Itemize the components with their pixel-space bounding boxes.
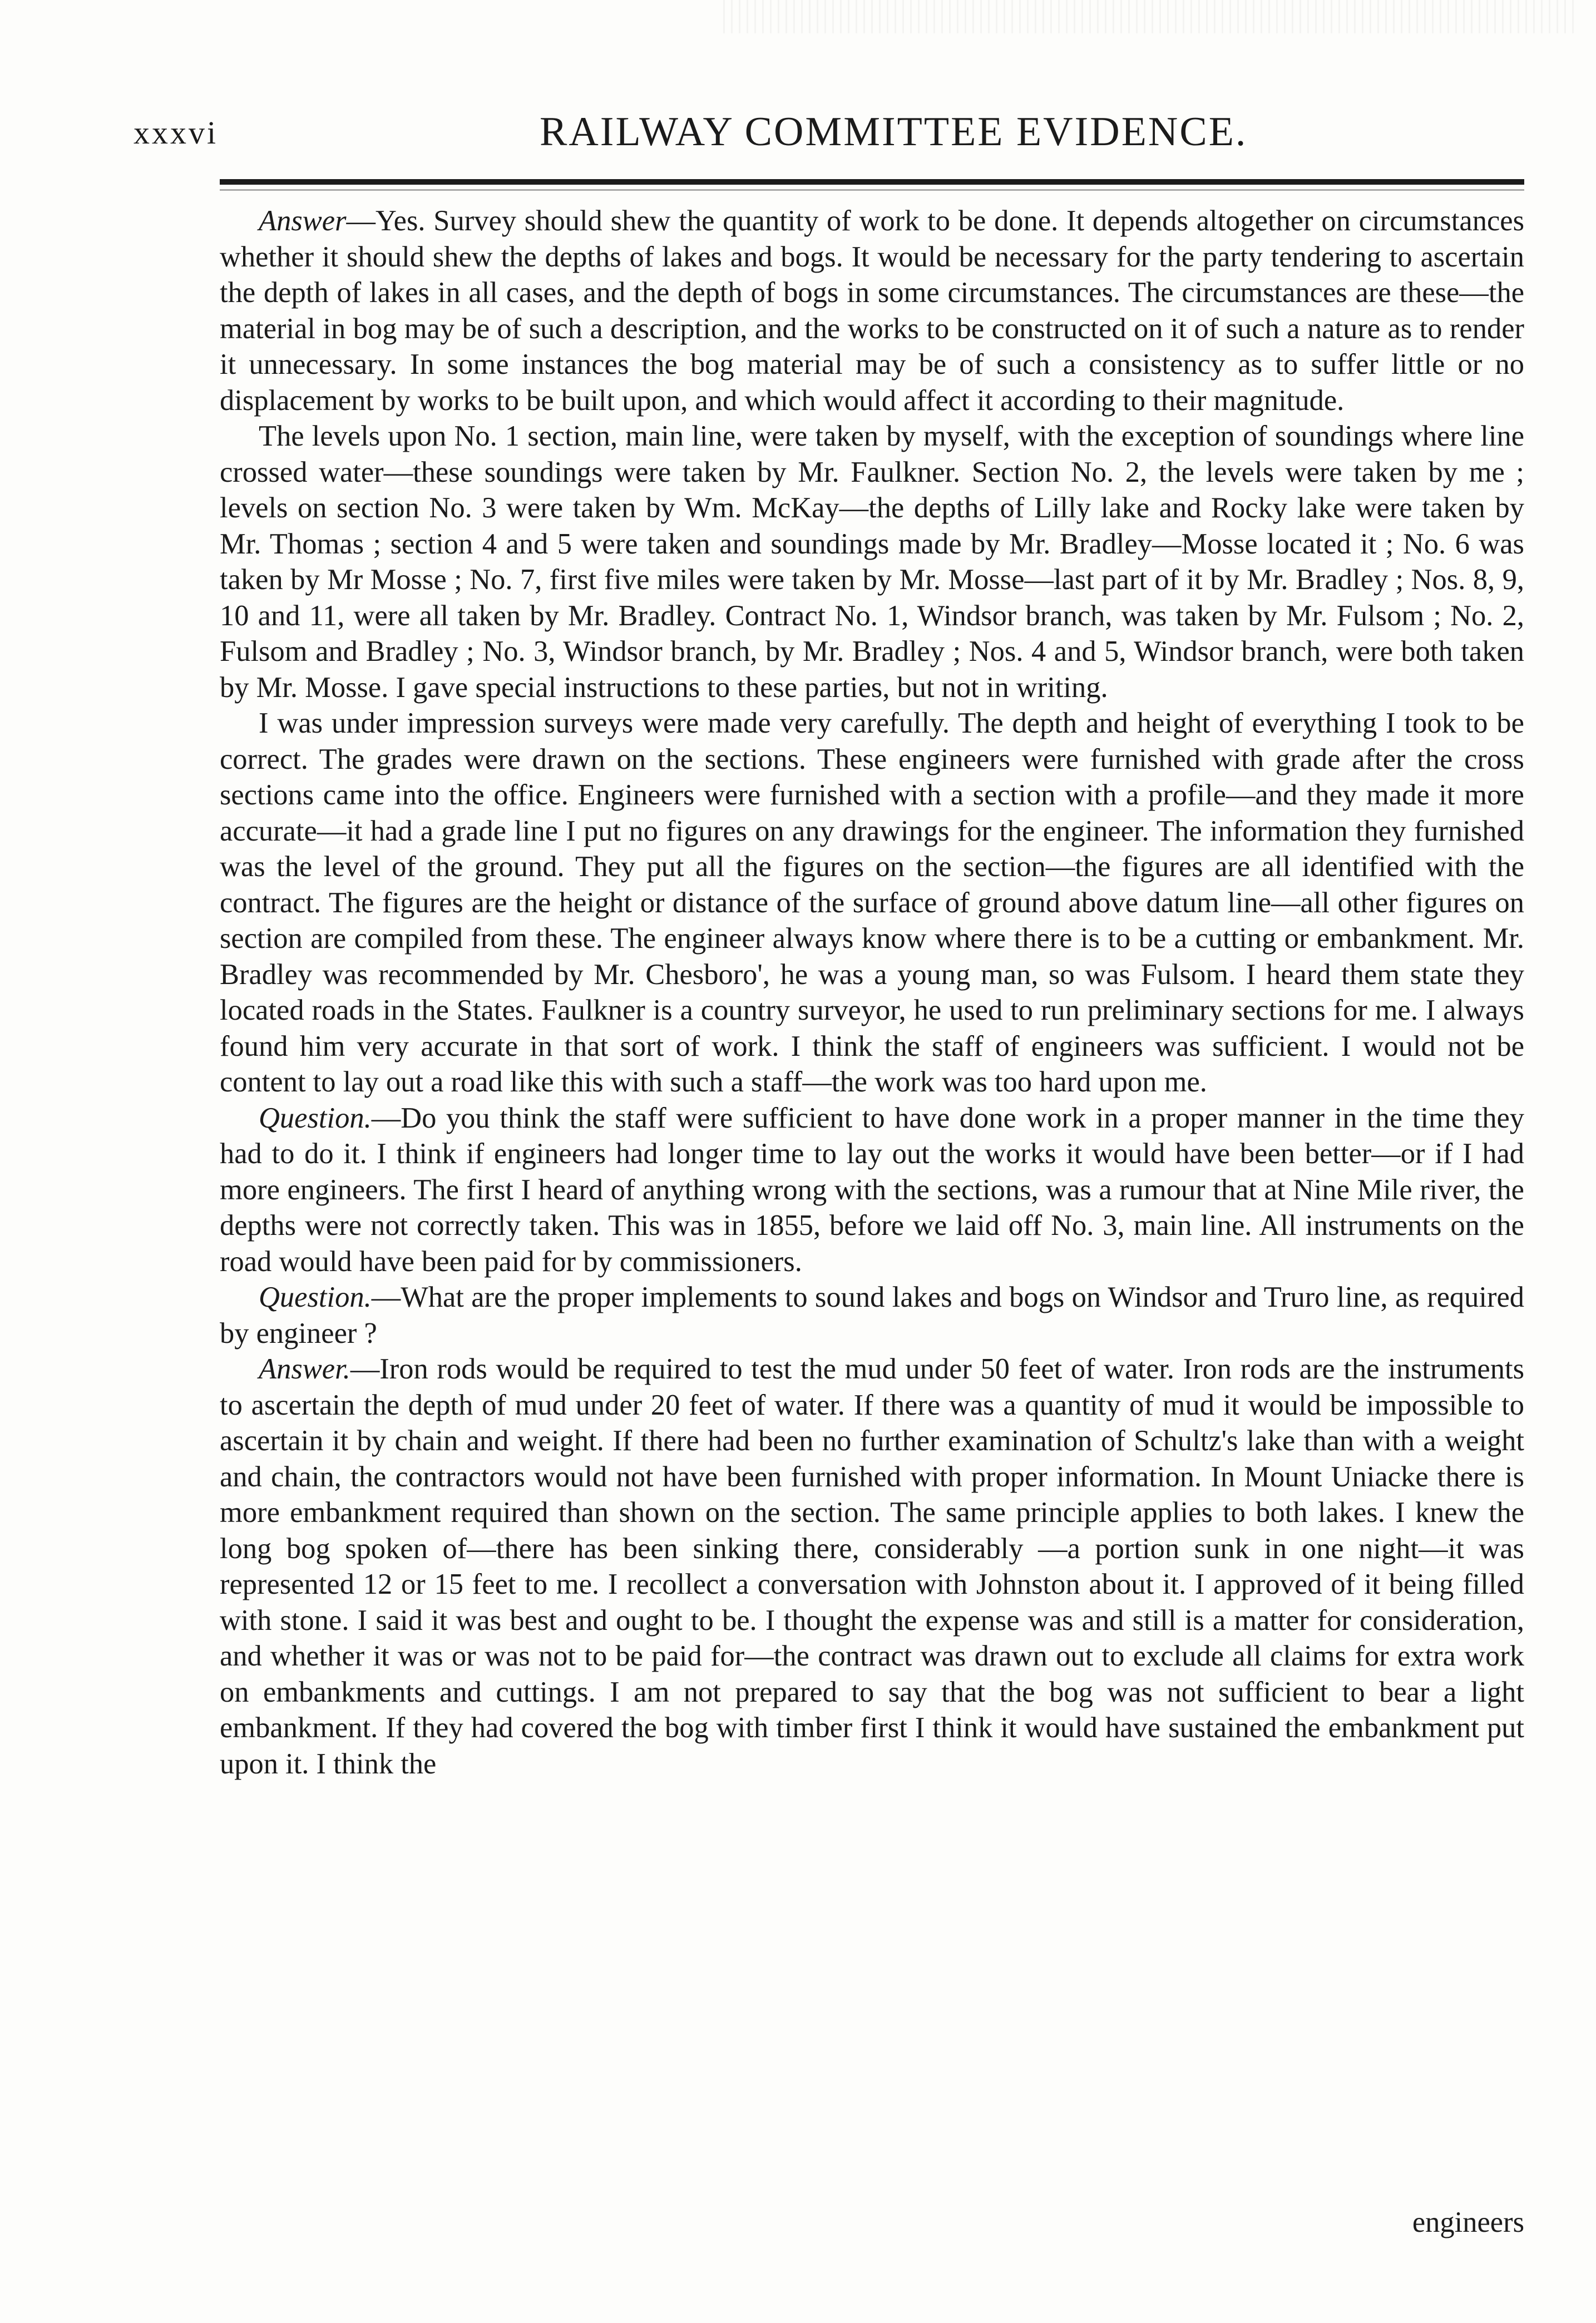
running-title: RAILWAY COMMITTEE EVIDENCE.: [540, 109, 1248, 155]
paragraph-6: [220, 1351, 1524, 1782]
speaker-label: Question.: [259, 1101, 372, 1134]
speaker-label: Answer: [259, 205, 347, 237]
page-number: xxxvi: [134, 115, 219, 151]
paragraph-3: [220, 705, 1524, 1100]
body-text: [220, 203, 1524, 1782]
paragraph-2: [220, 418, 1524, 705]
paragraph-text: —What are the proper implements to sound lakes and bogs on Windsor and Truro line, as required by engineer ?: [220, 1281, 1524, 1350]
paragraph-text: —Do you think the staff were sufficient to have done work in a proper manner in the time they had to do it. I think if engineers had longer time to lay out the works it would have been better—or if I had more engineers. The first I heard of anything wrong with the sections, was a rumour that at Nine Mile river, the depths were not correctly taken. This was in 1855, before we laid off No. 3, main line. All instruments on the road would have been paid for by commissioners.: [220, 1101, 1524, 1278]
paragraph-5: [220, 1279, 1524, 1351]
speaker-label: Question.: [259, 1281, 372, 1313]
header-rule-thin: [220, 189, 1524, 191]
paragraph-text: —Iron rods would be required to test the mud under 50 feet of water. Iron rods are the instruments to ascertain the depth of mud under 20 feet of water. If there was a quantity of mud it would be impossible to ascertain it by chain and weight. If there had been no further examination of Schultz's lake than with a weight and chain, the contractors would not have been furnished with proper information. In Mount Uniacke there is more embankment required than shown on the section. The same principle applies to both lakes. I knew the long bog spoken of—there has been sinking there, considerably —a portion sunk in one night—it was represented 12 or 15 feet to me. I recollect a conversation with Johnston about it. I approved of it being filled with stone. I said it was best and ought to be. I thought the expense was and still is a matter for consideration, and whether it was or was not to be paid for—the contract was drawn out to exclude all claims for extra work on embankments and cuttings. I am not prepared to say that the bog was not sufficient to bear a light embankment. If they had covered the bog with timber first I think it would have sustained the embankment put upon it. I think the: [220, 1353, 1524, 1780]
paragraph-text: The levels upon No. 1 section, main line, were taken by myself, with the exception of soundings where line crossed water—these soundings were taken by Mr. Faulkner. Section No. 2, the levels were taken by me ; levels on section No. 3 were taken by Wm. McKay—the depths of Lilly lake and Rocky lake were taken by Mr. Thomas ; section 4 and 5 were taken and soundings made by Mr. Bradley—Mosse located it ; No. 6 was taken by Mr Mosse ; No. 7, first five miles were taken by Mr. Mosse—last part of it by Mr. Bradley ; Nos. 8, 9, 10 and 11, were all taken by Mr. Bradley. Contract No. 1, Windsor branch, was taken by Mr. Fulsom ; No. 2, Fulsom and Bradley ; No. 3, Windsor branch, by Mr. Bradley ; Nos. 4 and 5, Windsor branch, were both taken by Mr. Mosse. I gave special instructions to these parties, but not in writing.: [220, 420, 1524, 704]
catchword: engineers: [1412, 2206, 1524, 2238]
paragraph-1: [220, 203, 1524, 418]
header-rule: [220, 179, 1524, 185]
page-header: [134, 108, 1524, 170]
paragraph-text: I was under impression surveys were made very carefully. The depth and height of everything I took to be correct. The grades were drawn on the sections. These engineers were furnished with grade after the cross sections came into the office. Engineers were furnished with a section with a profile—and they made it more accurate—it had a grade line I put no figures on any drawings for the engineer. The information they furnished was the level of the ground. They put all the figures on the section—the figures are all identified with the contract. The figures are the height or distance of the surface of ground above datum line—all other figures on section are compiled from these. The engineer always know where there is to be a cutting or embankment. Mr. Bradley was recommended by Mr. Chesboro', he was a young man, so was Fulsom. I heard them state they located roads in the States. Faulkner is a country surveyor, he used to run preliminary sections for me. I always found him very accurate in that sort of work. I think the staff of engineers was sufficient. I would not be content to lay out a road like this with such a staff—the work was too hard upon me.: [220, 707, 1524, 1098]
speaker-label: Answer.: [259, 1353, 350, 1385]
paragraph-text: —Yes. Survey should shew the quantity of work to be done. It depends altogether on circumstances whether it should shew the depths of lakes and bogs. It would be necessary for the party tendering to ascertain the depth of lakes in all cases, and the depth of bogs in some circumstances. The circumstances are these—the material in bog may be of such a description, and the works to be constructed on it of such a nature as to render it unnecessary. In some instances the bog material may be of such a consistency as to suffer little or no displacement by works to be built upon, and which would affect it according to their magnitude.: [220, 205, 1524, 417]
scan-noise: [723, 0, 1580, 33]
paragraph-4: [220, 1100, 1524, 1280]
